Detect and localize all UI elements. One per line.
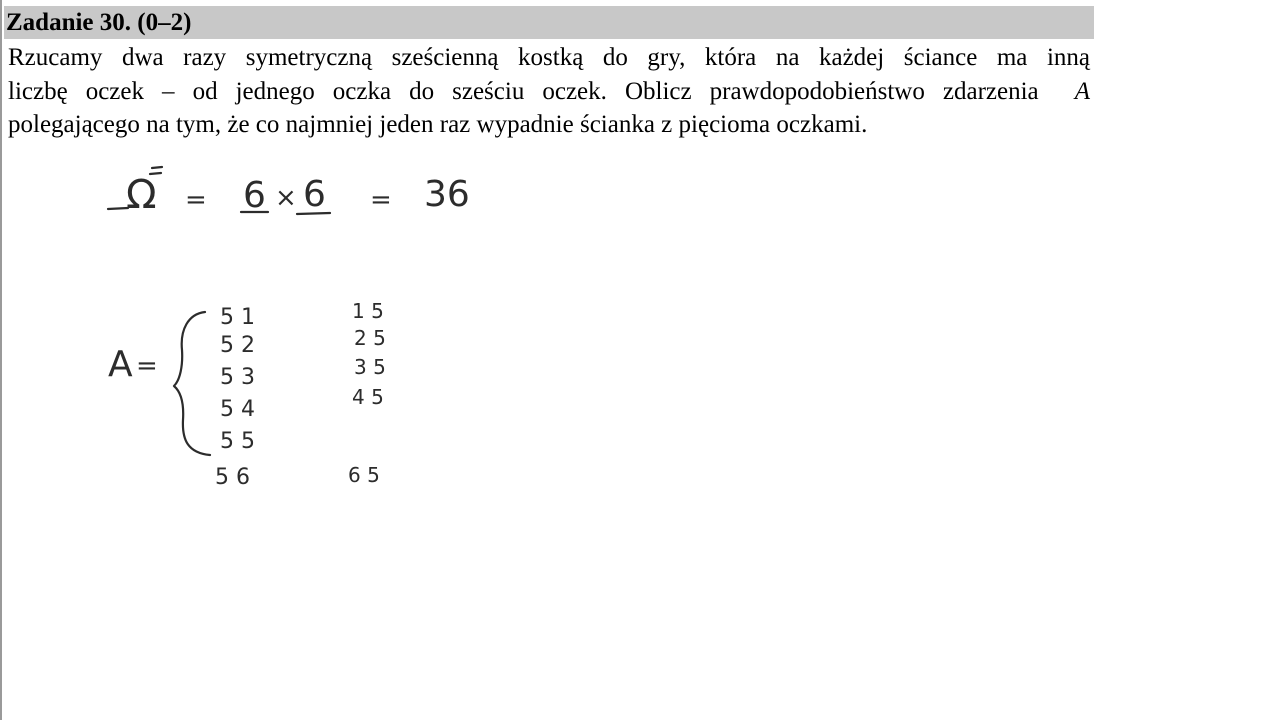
omega-bar-1 <box>152 167 162 168</box>
pair-left-2: 5 2 <box>220 333 255 358</box>
omega-factor-2: 6 <box>303 174 326 215</box>
omega-underline-left <box>108 208 128 209</box>
omega-equals-2: = <box>370 185 392 215</box>
event-brace <box>174 312 210 455</box>
task-statement <box>8 41 1090 142</box>
pair-left-6: 5 6 <box>215 465 250 490</box>
task-statement-line-3: polegającego na tym, że co najmniej jeden raz wypadnie ścianka z pięcioma oczkami. <box>8 111 868 138</box>
omega-result: 36 <box>424 174 470 215</box>
pair-left-3: 5 3 <box>220 365 255 390</box>
task-title: Zadanie 30. (0–2) <box>6 9 192 36</box>
pair-left-1: 5 1 <box>220 305 255 330</box>
omega-symbol: Ω <box>126 172 157 218</box>
omega-times: × <box>275 183 297 213</box>
task-statement-line-2 <box>8 75 1090 109</box>
pair-right-2: 2 5 <box>354 326 386 350</box>
pair-left-4: 5 4 <box>220 397 255 422</box>
pair-right-3: 3 5 <box>354 355 386 379</box>
omega-bar-2 <box>150 173 161 174</box>
pair-right-5: 6 5 <box>348 463 380 487</box>
event-a-listing <box>108 299 386 490</box>
pair-right-1: 1 5 <box>352 299 384 323</box>
event-variable: A <box>1074 77 1091 105</box>
factor-2-underline <box>297 213 330 214</box>
event-equals: = <box>136 351 158 381</box>
pair-right-4: 4 5 <box>352 385 384 409</box>
pair-left-5: 5 5 <box>220 429 255 454</box>
event-label: A <box>108 344 133 385</box>
omega-equals: = <box>185 185 207 215</box>
task-statement-line-2-text: liczbę oczek – od jednego oczka do sześciu oczek. Oblicz prawdopodobieństwo zdarzenia <box>8 77 1039 105</box>
page-left-border <box>0 0 2 720</box>
omega-equation <box>108 167 470 218</box>
task-statement-line-1: Rzucamy dwa razy symetryczną sześcienną kostką do gry, która na każdej ściance ma inną <box>8 44 1090 71</box>
omega-factor-1: 6 <box>243 175 266 216</box>
